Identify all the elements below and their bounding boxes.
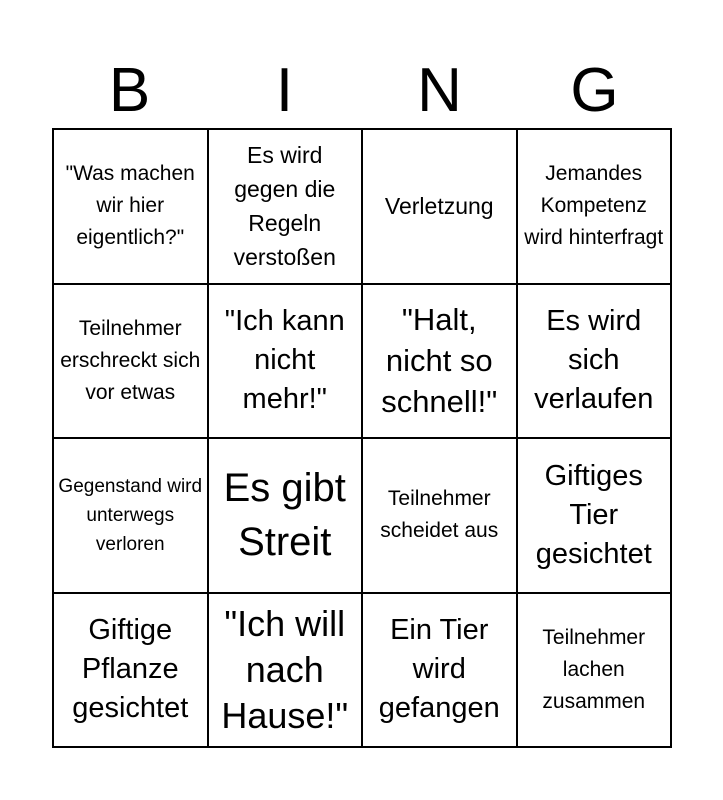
- bingo-cell[interactable]: [208, 593, 363, 748]
- bingo-cell-text: Es wird sich verlaufen: [534, 305, 654, 416]
- bingo-cell-text: Giftige Pflanze gesichtet: [72, 614, 189, 725]
- bingo-cell[interactable]: [517, 438, 672, 593]
- bingo-cell[interactable]: [517, 593, 672, 748]
- bingo-cell-text: Teilnehmer scheidet aus: [380, 487, 499, 543]
- bingo-cell-text: "Ich kann nicht mehr!": [224, 305, 345, 416]
- bingo-cell-text: Es gibt Streit: [223, 466, 346, 565]
- header-letter-g: G: [570, 56, 619, 125]
- bingo-cell[interactable]: [53, 129, 208, 284]
- bingo-cell-text: Teilnehmer lachen zusammen: [542, 625, 646, 713]
- bingo-cell[interactable]: [53, 284, 208, 439]
- bingo-cell-text: Jemandes Kompetenz wird hinterfragt: [524, 162, 664, 250]
- header-letter-n: N: [417, 56, 462, 125]
- bingo-cell[interactable]: [517, 129, 672, 284]
- bingo-cell[interactable]: [517, 284, 672, 439]
- bingo-header: [52, 55, 672, 127]
- bingo-cell-text: "Was machen wir hier eigentlich?": [65, 162, 195, 250]
- header-letter-i: I: [275, 56, 294, 125]
- bingo-cell-text: Gegenstand wird unterwegs verloren: [58, 475, 203, 555]
- bingo-cell[interactable]: [208, 129, 363, 284]
- bingo-cell[interactable]: [208, 438, 363, 593]
- bingo-cell[interactable]: [362, 438, 517, 593]
- bingo-cell-text: Teilnehmer erschreckt sich vor etwas: [60, 316, 201, 404]
- bingo-cell[interactable]: [362, 129, 517, 284]
- bingo-cell-text: Es wird gegen die Regeln verstoßen: [233, 142, 336, 271]
- bingo-cell[interactable]: [208, 284, 363, 439]
- bingo-cell-text: Ein Tier wird gefangen: [378, 614, 500, 725]
- bingo-cell-text: Giftiges Tier gesichtet: [535, 459, 652, 570]
- bingo-cell-text: "Halt, nicht so schnell!": [381, 302, 498, 420]
- bingo-cell[interactable]: [53, 593, 208, 748]
- bingo-cell-text: "Ich will nach Hause!": [221, 602, 349, 736]
- bingo-cell[interactable]: [362, 593, 517, 748]
- bingo-board: [52, 128, 672, 748]
- header-letter-b: B: [108, 56, 151, 125]
- bingo-cell-text: Verletzung: [384, 193, 494, 220]
- bingo-cell[interactable]: [362, 284, 517, 439]
- bingo-cell[interactable]: [53, 438, 208, 593]
